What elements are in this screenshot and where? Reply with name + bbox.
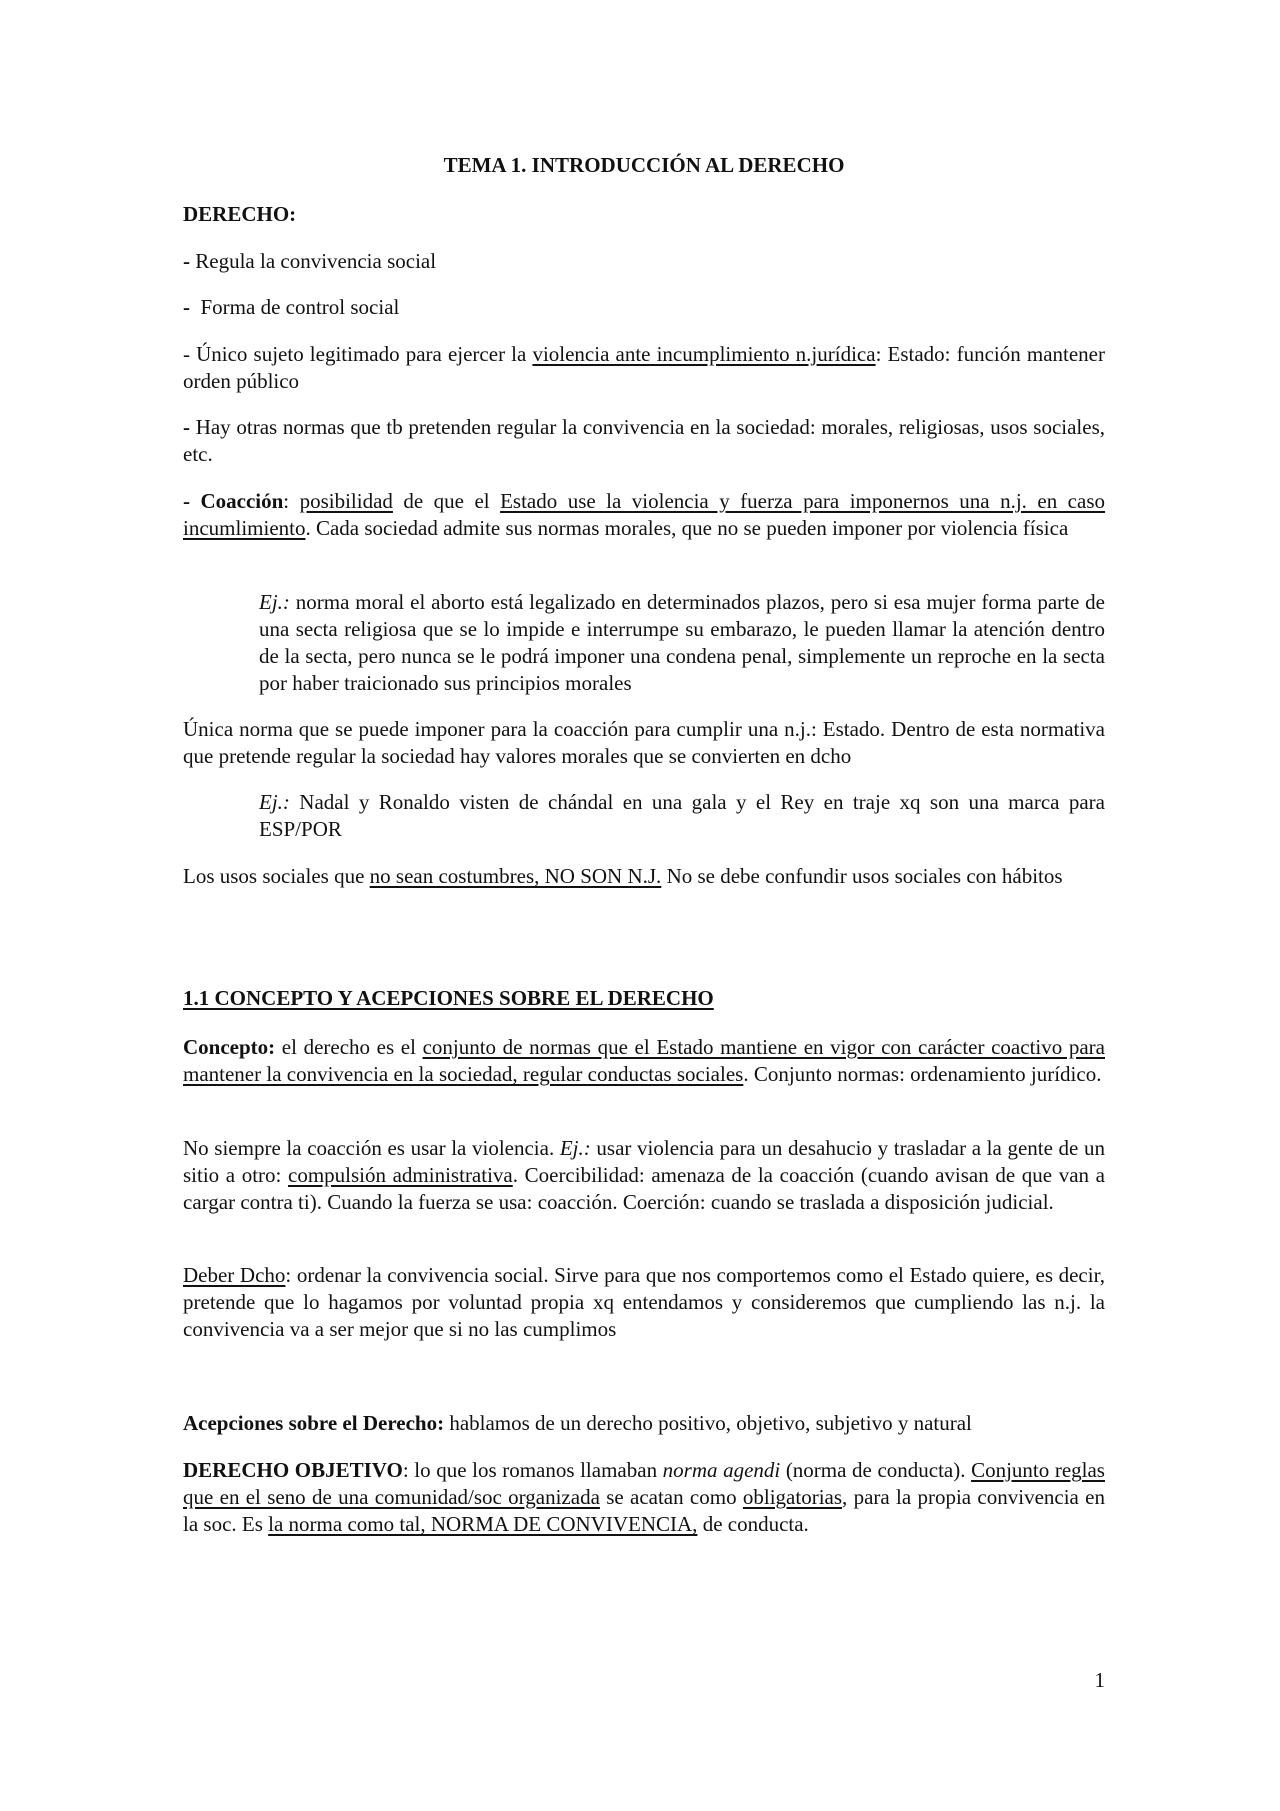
paragraph-text: se acatan como: [599, 1485, 743, 1509]
underlined-phrase: compulsión administrativa: [288, 1163, 513, 1187]
bullet-dash: -: [183, 295, 190, 319]
example-label: Ej.:: [259, 590, 290, 614]
derecho-heading: DERECHO:: [183, 202, 297, 226]
paragraph-text: hablamos de un derecho positivo, objetivo, subjetivo y natural: [444, 1411, 972, 1435]
bullet-text: : Estado: función mantener orden público: [183, 342, 1105, 393]
term-label: DERECHO OBJETIVO: [183, 1458, 403, 1482]
paragraph-concepto: [183, 1034, 1105, 1088]
bullet-dash: -: [183, 415, 190, 439]
bullet-coaccion: [183, 488, 1105, 542]
underlined-phrase: obligatorias: [742, 1485, 843, 1509]
term-label: Acepciones sobre el Derecho:: [183, 1411, 445, 1435]
underlined-phrase: posibilidad: [299, 489, 393, 513]
paragraph-text: : lo que los romanos llamaban: [402, 1458, 663, 1482]
paragraph-text: . Conjunto normas: ordenamiento jurídico.: [743, 1062, 1102, 1086]
bullet-dash: -: [183, 249, 190, 273]
bullet-otras-normas: [183, 414, 1105, 468]
paragraph-derecho-objetivo: [183, 1457, 1105, 1538]
italic-term: norma agendi: [662, 1458, 781, 1482]
paragraph-text: , para la propia convivencia en la soc. Es: [183, 1485, 1105, 1536]
term-label: Concepto:: [183, 1035, 276, 1059]
bullet-text: de que el: [392, 489, 501, 513]
underlined-phrase: violencia ante incumplimiento n.jurídica: [532, 342, 876, 366]
bullet-text: Regula la convivencia social: [190, 249, 437, 273]
bullet-unico-sujeto: [183, 341, 1105, 395]
paragraph-deber-dcho: [183, 1262, 1105, 1343]
paragraph-text: usar violencia para un desahucio y trasladar a la gente de un sitio a otro:: [183, 1136, 1106, 1187]
paragraph-acepciones: [183, 1410, 1105, 1437]
underlined-phrase: la norma como tal, NORMA DE CONVIVENCIA,: [268, 1512, 698, 1536]
underlined-phrase: Deber Dcho: [183, 1263, 286, 1287]
bullet-text: Hay otras normas que tb pretenden regular la convivencia en la sociedad: morales, religiosas, usos sociales, etc.: [183, 415, 1105, 466]
section-heading-1-1: [183, 985, 1105, 1012]
bullet-text: - Único sujeto legitimado para ejercer la: [183, 342, 533, 366]
example-nadal: [259, 789, 1105, 843]
example-aborto: [259, 589, 1105, 697]
example-label: Ej.:: [559, 1136, 591, 1160]
underlined-phrase: Estado use la violencia y fuerza para imponernos una n.j. en caso incumlimiento: [183, 489, 1105, 540]
bullet-text: Forma de control social: [190, 295, 400, 319]
paragraph-text: el derecho es el: [275, 1035, 423, 1059]
bullet-regula: [183, 248, 1105, 275]
paragraph-text: : ordenar la convivencia social. Sirve para que nos comportemos como el Estado quiere, es decir, pretende que lo hagamos por voluntad propia xq entendamos y consideremos que cumpliendo las n.j. la convivencia va a ser mejor que si no las cumplimos: [183, 1263, 1105, 1341]
paragraph-text: . Coercibilidad: amenaza de la coacción (cuando avisan de que van a cargar contra ti). Cuando la fuerza se usa: coacción. Coerción: cuando se traslada a disposición judicial.: [183, 1163, 1105, 1214]
paragraph-text: de conducta.: [697, 1512, 809, 1536]
example-text: Nadal y Ronaldo visten de chándal en una gala y el Rey en traje xq son una marca para ESP/POR: [259, 790, 1105, 841]
paragraph-text: Los usos sociales que: [183, 864, 370, 888]
underlined-phrase: no sean costumbres, NO SON N.J.: [369, 864, 662, 888]
example-text: norma moral el aborto está legalizado en determinados plazos, pero si esa mujer forma parte de una secta religiosa que se lo impide e interrumpe su embarazo, le pueden llamar la atención dentro de la secta, pero nunca se le podrá imponer una condena penal, simplemente un reproche en la secta por haber traicionado sus principios morales: [259, 590, 1105, 695]
underlined-phrase: Conjunto reglas que en el seno de una comunidad/soc organizada: [183, 1458, 1105, 1509]
bullet-text: :: [283, 489, 300, 513]
paragraph-text: No se debe confundir usos sociales con hábitos: [661, 864, 1063, 888]
example-label: Ej.:: [259, 790, 290, 814]
document-title: TEMA 1. INTRODUCCIÓN AL DERECHO: [443, 153, 845, 177]
bullet-forma: [183, 294, 1105, 321]
bullet-text: . Cada sociedad admite sus normas morales, que no se pueden imponer por violencia física: [305, 516, 1069, 540]
underlined-phrase: conjunto de normas que el Estado mantiene en vigor con carácter coactivo para mantener la convivencia en la sociedad, regular conductas sociales: [183, 1035, 1105, 1086]
page-number: 1: [1094, 1668, 1105, 1692]
paragraph-coaccion-violencia: [183, 1135, 1105, 1216]
paragraph-usos-sociales: [183, 863, 1105, 890]
paragraph-unica-norma: Única norma que se puede imponer para la coacción para cumplir una n.j.: Estado. Dentro de esta normativa que pretende regular la sociedad hay valores morales que se convierten en dcho: [183, 717, 1105, 768]
section-heading-text: 1.1 CONCEPTO Y ACEPCIONES SOBRE EL DERECHO: [183, 986, 714, 1010]
paragraph-text: No siempre la coacción es usar la violencia.: [183, 1136, 560, 1160]
paragraph-text: (norma de conducta).: [780, 1458, 972, 1482]
term-label: - Coacción: [183, 489, 284, 513]
